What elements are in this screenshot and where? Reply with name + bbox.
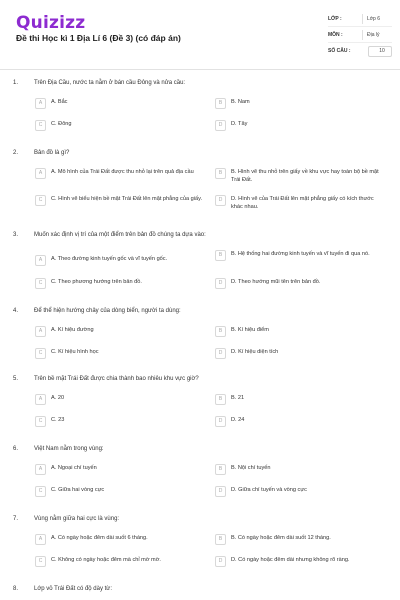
question-text: Vùng nằm giữa hai cực là vùng: xyxy=(34,516,120,522)
option-d[interactable] xyxy=(215,195,385,211)
option-text: C. Hình vẽ biểu hiện bề mặt Trái Đất lên mặt phẳng của giấy. xyxy=(51,196,203,202)
option-a[interactable] xyxy=(35,534,205,545)
option-text: A. Mô hình của Trái Đất được thu nhỏ lại trên quả địa cầu xyxy=(51,169,194,175)
option-text: D. Có ngày hoặc đêm dài nhưng không rõ ràng. xyxy=(231,557,350,563)
option-d[interactable] xyxy=(215,416,385,427)
option-b[interactable] xyxy=(215,250,385,261)
option-text: C. Kí hiệu hình học xyxy=(51,349,99,355)
option-text: D. Kí hiệu diện tích xyxy=(231,349,279,355)
option-letter: C xyxy=(35,195,46,206)
option-text: B. Có ngày hoặc đêm dài suốt 12 tháng. xyxy=(231,535,331,541)
option-d[interactable] xyxy=(215,120,385,131)
option-a[interactable] xyxy=(35,98,205,109)
option-text: C. Không có ngày hoặc đêm mà chỉ mờ mờ. xyxy=(51,557,161,563)
option-letter: D xyxy=(215,556,226,567)
option-text: A. Ngoại chí tuyến xyxy=(51,465,97,471)
option-text: B. Hình vẽ thu nhỏ trên giấy về khu vực hay toàn bộ bề mặt Trái Đất. xyxy=(231,169,379,183)
option-letter: C xyxy=(35,120,46,131)
page-header xyxy=(0,0,400,70)
question-text: Muốn xác định vị trí của một điểm trên bản đồ chúng ta dựa vào: xyxy=(34,232,206,238)
option-letter: B xyxy=(215,534,226,545)
option-d[interactable] xyxy=(215,348,385,359)
option-c[interactable] xyxy=(35,348,205,359)
option-b[interactable] xyxy=(215,168,385,184)
option-letter: A xyxy=(35,326,46,337)
option-letter: C xyxy=(35,348,46,359)
option-a[interactable] xyxy=(35,326,205,337)
option-letter: D xyxy=(215,486,226,497)
meta-row-question-count xyxy=(328,43,392,59)
option-b[interactable] xyxy=(215,464,385,475)
option-a[interactable] xyxy=(35,464,205,475)
option-d[interactable] xyxy=(215,278,385,289)
option-b[interactable] xyxy=(215,98,385,109)
option-letter: B xyxy=(215,326,226,337)
option-c[interactable] xyxy=(35,416,205,427)
option-d[interactable] xyxy=(215,486,385,497)
option-letter: B xyxy=(215,250,226,261)
option-letter: B xyxy=(215,394,226,405)
option-a[interactable] xyxy=(35,394,205,405)
meta-value: Địa lý xyxy=(367,31,380,38)
option-text: A. 20 xyxy=(51,395,65,401)
option-text: C. Theo phương hướng trên bản đồ. xyxy=(51,279,142,285)
question-number: 4. xyxy=(13,308,19,314)
meta-row-class xyxy=(328,11,392,27)
option-letter: A xyxy=(35,168,46,179)
question-text: Để thể hiện hướng chảy của dòng biển, người ta dùng: xyxy=(34,308,181,314)
question-text: Việt Nam nằm trong vùng: xyxy=(34,446,104,452)
meta-label: MÔN : xyxy=(328,31,343,38)
option-text: C. Đông xyxy=(51,121,72,127)
option-letter: C xyxy=(35,416,46,427)
option-letter: D xyxy=(215,348,226,359)
option-text: A. Theo đường kinh tuyến gốc và vĩ tuyến gốc. xyxy=(51,256,168,262)
option-b[interactable] xyxy=(215,394,385,405)
option-text: B. Hệ thống hai đường kinh tuyến và vĩ tuyến đi qua nó. xyxy=(231,251,370,257)
option-letter: D xyxy=(215,195,226,206)
question-number: 1. xyxy=(13,80,19,86)
option-b[interactable] xyxy=(215,326,385,337)
option-text: B. Nội chí tuyến xyxy=(231,465,271,471)
option-b[interactable] xyxy=(215,534,385,545)
option-text: B. 21 xyxy=(231,395,245,401)
question-text: Bản đồ là gì? xyxy=(34,150,70,156)
option-c[interactable] xyxy=(35,195,205,206)
question-number: 8. xyxy=(13,586,19,592)
option-letter: A xyxy=(35,534,46,545)
question-text: Lớp vỏ Trái Đất có độ dày từ: xyxy=(34,586,112,592)
meta-label: SỐ CÂU : xyxy=(328,48,351,54)
option-letter: D xyxy=(215,416,226,427)
question-number: 3. xyxy=(13,232,19,238)
question-text: Trên bề mặt Trái Đất được chia thành bao nhiêu khu vực giờ? xyxy=(34,376,199,382)
option-letter: A xyxy=(35,394,46,405)
option-letter: A xyxy=(35,98,46,109)
option-letter: B xyxy=(215,98,226,109)
option-text: C. 23 xyxy=(51,417,65,423)
question-text: Trên Địa Cầu, nước ta nằm ở bán cầu Đông và nửa cầu: xyxy=(34,80,186,86)
option-text: A. Kí hiệu đường xyxy=(51,327,94,333)
option-text: D. Theo hướng mũi tên trên bản đồ. xyxy=(231,279,321,285)
option-letter: C xyxy=(35,486,46,497)
option-d[interactable] xyxy=(215,556,385,567)
option-letter: B xyxy=(215,168,226,179)
option-a[interactable] xyxy=(35,255,205,266)
option-text: A. Bắc xyxy=(51,99,68,105)
option-text: B. Nam xyxy=(231,99,250,105)
option-text: C. Giữa hai vòng cực xyxy=(51,487,105,493)
option-letter: D xyxy=(215,278,226,289)
option-text: B. Kí hiệu điểm xyxy=(231,327,269,333)
option-letter: B xyxy=(215,464,226,475)
meta-value: 10 xyxy=(368,46,392,57)
meta-value: Lớp 6 xyxy=(367,15,381,22)
option-letter: C xyxy=(35,278,46,289)
option-letter: D xyxy=(215,120,226,131)
question-number: 6. xyxy=(13,446,19,452)
option-text: D. Giữa chí tuyến và vòng cực xyxy=(231,487,307,493)
option-c[interactable] xyxy=(35,120,205,131)
meta-row-subject xyxy=(328,27,392,43)
meta-label: LỚP : xyxy=(328,15,342,22)
option-text: D. Tây xyxy=(231,121,248,127)
option-letter: A xyxy=(35,255,46,266)
option-text: D. Hình vẽ của Trái Đất lên mặt phẳng giấy có kích thước khác nhau. xyxy=(231,196,374,210)
option-c[interactable] xyxy=(35,486,205,497)
document-title: Đề thi Học kì 1 Địa Lí 6 (Đề 3) (có đáp án) xyxy=(16,33,181,43)
option-text: A. Có ngày hoặc đêm dài suốt 6 tháng. xyxy=(51,535,148,541)
question-number: 5. xyxy=(13,376,19,382)
option-text: D. 24 xyxy=(231,417,245,423)
option-letter: A xyxy=(35,464,46,475)
question-number: 7. xyxy=(13,516,19,522)
option-c[interactable] xyxy=(35,556,205,567)
quizizz-logo[interactable]: Quizizz xyxy=(16,13,86,33)
option-c[interactable] xyxy=(35,278,205,289)
option-a[interactable] xyxy=(35,168,205,179)
meta-info-box xyxy=(328,11,392,59)
question-number: 2. xyxy=(13,150,19,156)
option-letter: C xyxy=(35,556,46,567)
